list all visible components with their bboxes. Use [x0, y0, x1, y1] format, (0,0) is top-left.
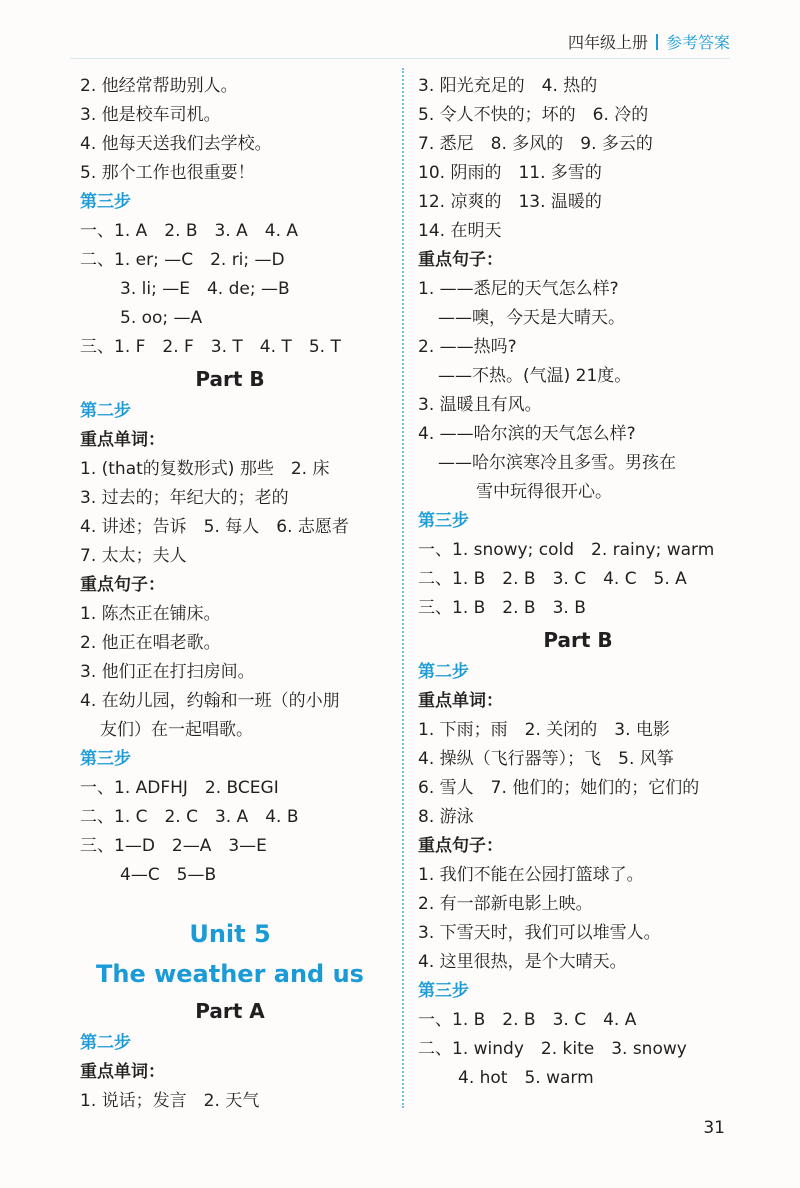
- answer-line: 2. ——热吗?: [418, 337, 517, 357]
- answer-line: 三、1. B 2. B 3. B: [418, 598, 586, 618]
- part-heading: Part B: [543, 628, 613, 652]
- step-heading: 第三步: [418, 511, 469, 531]
- answer-line: 14. 在明天: [418, 221, 502, 241]
- answer-line: 12. 凉爽的 13. 温暖的: [418, 192, 602, 212]
- answer-line: 7. 悉尼 8. 多风的 9. 多云的: [418, 134, 653, 154]
- answer-line: 一、1. B 2. B 3. C 4. A: [418, 1010, 637, 1030]
- running-header: [568, 30, 730, 53]
- answer-line: 一、1. A 2. B 3. A 4. A: [80, 221, 299, 241]
- part-heading: Part A: [195, 999, 265, 1023]
- answer-line: 2. 有一部新电影上映。: [418, 894, 593, 914]
- answer-line: 4. 操纵（飞行器等）；飞 5. 风筝: [418, 749, 674, 769]
- answer-line: 3. 过去的；年纪大的；老的: [80, 488, 289, 508]
- answer-line: 2. 他正在唱老歌。: [80, 633, 221, 653]
- answer-line: 3. 阳光充足的 4. 热的: [418, 76, 598, 96]
- answer-line: 4. 这里很热，是个大晴天。: [418, 952, 627, 972]
- answer-line: 1. 说话；发言 2. 天气: [80, 1091, 260, 1111]
- answer-line: 二、1. windy 2. kite 3. snowy: [418, 1039, 687, 1059]
- answer-line: 3. li; —E 4. de; —B: [120, 279, 290, 299]
- column-divider: [402, 68, 404, 1108]
- unit-number: Unit 5: [189, 920, 271, 948]
- answer-line: 5. 令人不快的；坏的 6. 冷的: [418, 105, 649, 125]
- subsection-heading: 重点句子：: [418, 250, 503, 270]
- subsection-heading: 重点句子：: [418, 836, 503, 856]
- answer-line: ——不热。(气温) 21度。: [438, 366, 632, 386]
- step-heading: 第二步: [80, 1033, 131, 1053]
- answer-line: 1. 下雨；雨 2. 关闭的 3. 电影: [418, 720, 670, 740]
- answer-line: 二、1. C 2. C 3. A 4. B: [80, 807, 299, 827]
- step-heading: 第三步: [80, 749, 131, 769]
- answer-line: 3. 温暖且有风。: [418, 395, 542, 415]
- answer-line: 雪中玩得很开心。: [476, 482, 612, 502]
- header-rule: [70, 58, 730, 59]
- answer-line: 三、1. F 2. F 3. T 4. T 5. T: [80, 337, 341, 357]
- answer-line: 3. 他是校车司机。: [80, 105, 221, 125]
- answer-line: 1. (that的复数形式) 那些 2. 床: [80, 459, 330, 479]
- step-heading: 第二步: [80, 401, 131, 421]
- left-column: [80, 72, 380, 1116]
- right-column: [418, 72, 738, 1093]
- answer-line: 1. 陈杰正在铺床。: [80, 604, 221, 624]
- header-section: 参考答案: [665, 33, 730, 52]
- answer-line: 友们）在一起唱歌。: [100, 720, 253, 740]
- subsection-heading: 重点单词：: [418, 691, 503, 711]
- answer-line: 3. 下雪天时，我们可以堆雪人。: [418, 923, 661, 943]
- answer-line: ——哈尔滨寒冷且多雪。男孩在: [438, 453, 676, 473]
- answer-line: 5. 那个工作也很重要！: [80, 163, 255, 183]
- unit-title: The weather and us: [96, 960, 364, 988]
- answer-line: 三、1—D 2—A 3—E: [80, 836, 267, 856]
- subsection-heading: 重点单词：: [80, 1062, 165, 1082]
- answer-line: 4. ——哈尔滨的天气怎么样?: [418, 424, 636, 444]
- header-grade: 四年级上册: [567, 33, 648, 52]
- step-heading: 第二步: [418, 662, 469, 682]
- answer-line: 6. 雪人 7. 他们的；她们的；它们的: [418, 778, 700, 798]
- subsection-heading: 重点单词：: [80, 430, 165, 450]
- page-number: 31: [703, 1118, 725, 1138]
- answer-line: 8. 游泳: [418, 807, 474, 827]
- answer-line: 二、1. er; —C 2. ri; —D: [80, 250, 285, 270]
- answer-line: 1. 我们不能在公园打篮球了。: [418, 865, 644, 885]
- answer-line: 1. ——悉尼的天气怎么样?: [418, 279, 619, 299]
- answer-line: 4. 在幼儿园，约翰和一班（的小朋: [80, 691, 340, 711]
- answer-line: ——噢，今天是大晴天。: [438, 308, 625, 328]
- answer-line: 5. oo; —A: [120, 308, 203, 328]
- step-heading: 第三步: [418, 981, 469, 1001]
- answer-line: 一、1. ADFHJ 2. BCEGI: [80, 778, 279, 798]
- answer-line: 2. 他经常帮助别人。: [80, 76, 238, 96]
- step-heading: 第三步: [80, 192, 131, 212]
- answer-line: 10. 阴雨的 11. 多雪的: [418, 163, 602, 183]
- answer-line: 二、1. B 2. B 3. C 4. C 5. A: [418, 569, 687, 589]
- answer-line: 4. 讲述；告诉 5. 每人 6. 志愿者: [80, 517, 349, 537]
- answer-line: 3. 他们正在打扫房间。: [80, 662, 255, 682]
- answer-line: 4. 他每天送我们去学校。: [80, 134, 272, 154]
- subsection-heading: 重点句子：: [80, 575, 165, 595]
- part-heading: Part B: [195, 367, 265, 391]
- answer-line: 一、1. snowy; cold 2. rainy; warm: [418, 540, 715, 560]
- answer-line: 7. 太太；夫人: [80, 546, 187, 566]
- answer-line: 4. hot 5. warm: [458, 1068, 594, 1088]
- header-separator: [656, 34, 658, 50]
- answer-line: 4—C 5—B: [120, 865, 217, 885]
